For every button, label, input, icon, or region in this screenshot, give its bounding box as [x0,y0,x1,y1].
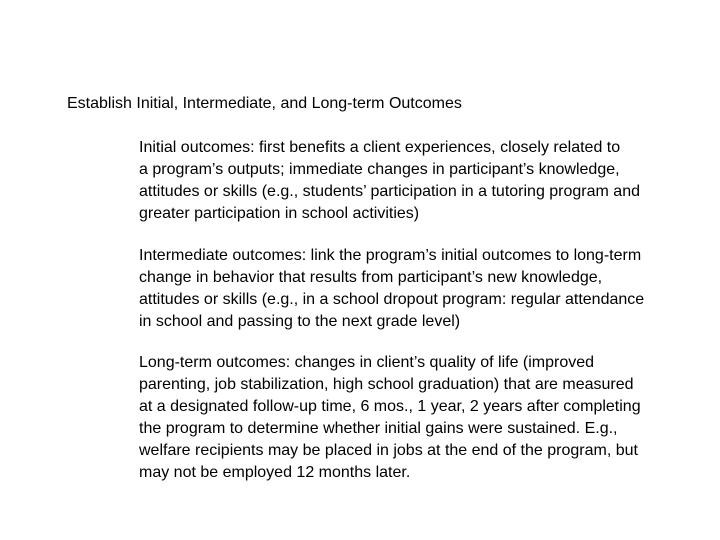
paragraph-line: Initial outcomes: first benefits a client experiences, closely related to [139,139,621,156]
paragraph-line: attitudes or skills (e.g., students’ participation in a tutoring program and [139,183,640,200]
paragraph-line: change in behavior that results from participant’s new knowledge, [139,269,603,286]
initial-outcomes-paragraph [139,137,715,225]
intermediate-outcomes-paragraph [139,245,715,333]
paragraph-line: greater participation in school activities) [139,205,420,222]
paragraph-line: the program to determine whether initial gains were sustained. E.g., [139,420,618,437]
paragraph-line: Intermediate outcomes: link the program’s initial outcomes to long-term [139,247,642,264]
long-term-outcomes-paragraph [139,352,715,484]
paragraph-line: may not be employed 12 months later. [139,464,411,481]
paragraph-line: a program’s outputs; immediate changes in participant’s knowledge, [139,161,620,178]
paragraph-line: welfare recipients may be placed in jobs at the end of the program, but [139,442,638,459]
paragraph-line: parenting, job stabilization, high school graduation) that are measured [139,376,634,393]
paragraph-line: Long-term outcomes: changes in client’s quality of life (improved [139,354,595,371]
paragraph-line: in school and passing to the next grade level) [139,313,461,330]
paragraph-line: attitudes or skills (e.g., in a school dropout program: regular attendance [139,291,645,308]
paragraph-line: at a designated follow-up time, 6 mos., 1 year, 2 years after completing [139,398,641,415]
slide-title: Establish Initial, Intermediate, and Long-term Outcomes [67,95,462,112]
